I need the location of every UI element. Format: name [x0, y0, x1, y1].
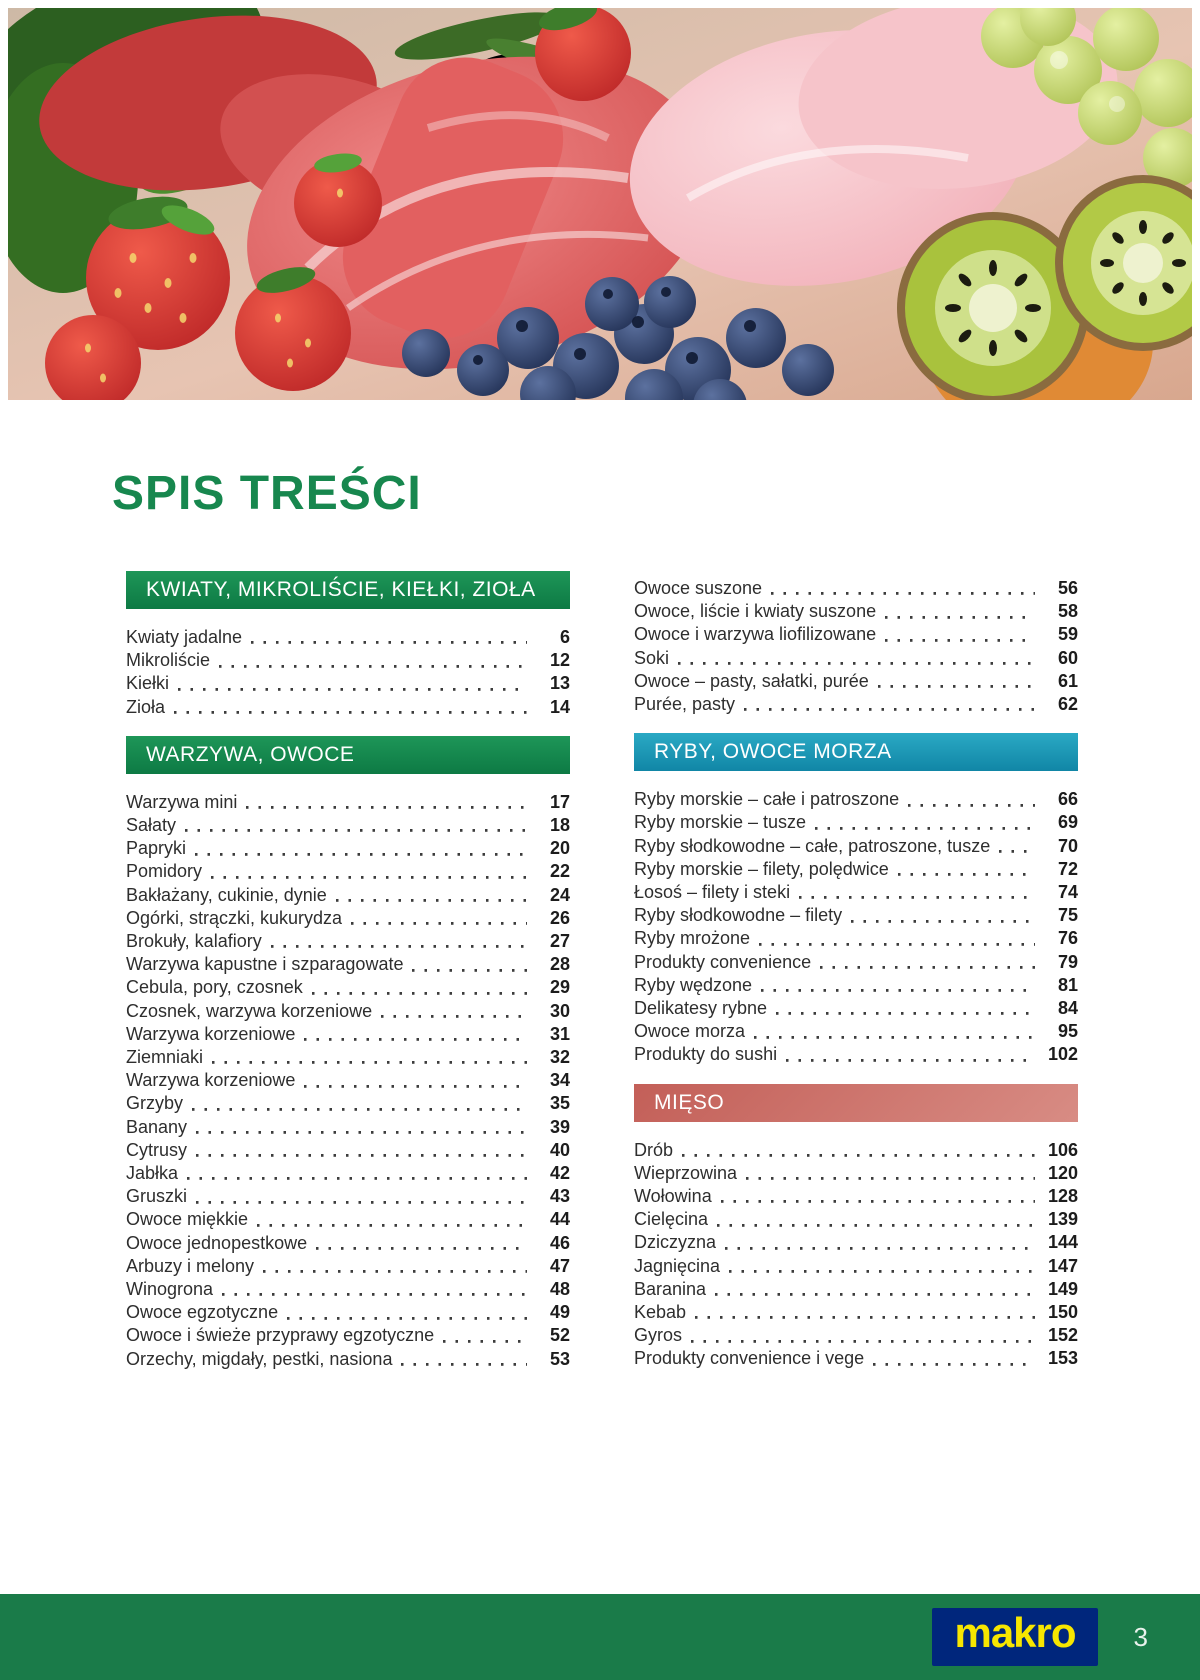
toc-entry[interactable] [126, 1116, 570, 1139]
dotted-leader [178, 672, 527, 695]
toc-entry-page: 81 [1057, 974, 1078, 995]
dotted-leader [908, 788, 1035, 811]
dotted-leader [898, 858, 1035, 881]
toc-entry-label: Banany [126, 1116, 188, 1137]
toc-entry[interactable] [126, 1162, 570, 1185]
toc-entry-label: Ryby słodkowodne – filety [634, 905, 843, 926]
toc-entry[interactable] [126, 1046, 570, 1069]
toc-entry-label: Kebab [634, 1302, 687, 1323]
toc-entry[interactable] [126, 649, 570, 672]
toc-entry[interactable] [126, 953, 570, 976]
dotted-leader [401, 1348, 527, 1371]
toc-entry-label: Cebula, pory, czosnek [126, 977, 303, 998]
toc-entry-page: 40 [549, 1139, 570, 1160]
dotted-leader [725, 1231, 1035, 1254]
toc-entry-label: Arbuzy i melony [126, 1255, 255, 1276]
toc-entry-label: Mikroliście [126, 650, 211, 671]
toc-entry-label: Ryby morskie – filety, polędwice [634, 858, 889, 879]
dotted-leader [185, 814, 527, 837]
toc-entry[interactable] [126, 814, 570, 837]
toc-entry-label: Cytrusy [126, 1139, 188, 1160]
toc-entry[interactable] [634, 835, 1078, 858]
dotted-leader [729, 1255, 1035, 1278]
toc-entry-page: 58 [1057, 601, 1078, 622]
dotted-leader [219, 649, 527, 672]
toc-entry[interactable] [126, 1069, 570, 1092]
toc-entry[interactable] [634, 1301, 1078, 1324]
toc-section [634, 733, 1078, 1066]
toc-entry-page: 48 [549, 1279, 570, 1300]
toc-entry[interactable] [634, 623, 1078, 646]
dotted-leader [715, 1278, 1035, 1301]
toc-entry-page: 84 [1057, 998, 1078, 1019]
toc-entry-page: 46 [549, 1232, 570, 1253]
dotted-leader [351, 907, 527, 930]
toc-entry-label: Owoce morza [634, 1021, 746, 1042]
toc-entry-label: Czosnek, warzywa korzeniowe [126, 1000, 373, 1021]
toc-entry[interactable] [634, 904, 1078, 927]
toc-entry-page: 17 [549, 791, 570, 812]
toc-entry-label: Bakłażany, cukinie, dynie [126, 884, 327, 905]
toc-column-right [634, 571, 1078, 1371]
toc-entry-label: Grzyby [126, 1093, 184, 1114]
toc-entry-label: Ryby wędzone [634, 974, 753, 995]
dotted-leader [746, 1162, 1035, 1185]
dotted-leader [192, 1092, 527, 1115]
toc-entry[interactable] [126, 1301, 570, 1324]
toc-entry[interactable] [634, 577, 1078, 600]
dotted-leader [271, 930, 527, 953]
toc-entry-label: Purée, pasty [634, 694, 736, 715]
toc-entry-page: 60 [1057, 647, 1078, 668]
dotted-leader [443, 1324, 527, 1347]
toc-entry[interactable] [126, 672, 570, 695]
dotted-leader [761, 974, 1035, 997]
toc-entry-label: Jabłka [126, 1163, 179, 1184]
toc-entry[interactable] [634, 670, 1078, 693]
dotted-leader [851, 904, 1035, 927]
dotted-leader [212, 1046, 527, 1069]
dotted-leader [759, 927, 1035, 950]
toc-entry-label: Owoce i świeże przyprawy egzotyczne [126, 1325, 435, 1346]
dotted-leader [695, 1301, 1035, 1324]
toc-entry[interactable] [634, 927, 1078, 950]
toc-entry[interactable] [634, 811, 1078, 834]
toc-entry-page: 102 [1047, 1044, 1078, 1065]
dotted-leader [873, 1347, 1035, 1370]
toc-entry-page: 95 [1057, 1021, 1078, 1042]
section-header: WARZYWA, OWOCE [126, 736, 570, 774]
toc-entry[interactable] [634, 1231, 1078, 1254]
toc-entry-page: 74 [1057, 882, 1078, 903]
toc-entry-label: Warzywa mini [126, 791, 238, 812]
toc-entry-page: 69 [1057, 812, 1078, 833]
toc-entry-page: 52 [549, 1325, 570, 1346]
toc-entry-label: Soki [634, 647, 670, 668]
toc-entry[interactable] [634, 858, 1078, 881]
dotted-leader [312, 976, 527, 999]
dotted-leader [246, 791, 527, 814]
dotted-leader [412, 953, 527, 976]
toc-entry[interactable] [126, 1000, 570, 1023]
toc-entry-page: 47 [549, 1255, 570, 1276]
toc-entry-page: 6 [559, 627, 570, 647]
dotted-leader [691, 1324, 1035, 1347]
toc-entry-page: 32 [549, 1047, 570, 1068]
dotted-leader [786, 1043, 1035, 1066]
toc-entry[interactable] [126, 907, 570, 930]
hero-photo-illustration [8, 8, 1192, 400]
toc-entry-label: Łosoś – filety i steki [634, 882, 791, 903]
dotted-leader [885, 623, 1035, 646]
toc-entry[interactable] [634, 1208, 1078, 1231]
toc-entry-label: Pomidory [126, 861, 203, 882]
toc-entry[interactable] [634, 1139, 1078, 1162]
toc-entry-label: Ryby morskie – całe i patroszone [634, 789, 900, 810]
toc-entry[interactable] [634, 1162, 1078, 1185]
toc-entry-label: Warzywa kapustne i szparagowate [126, 954, 404, 975]
dotted-leader [263, 1255, 527, 1278]
dotted-leader [999, 835, 1035, 858]
toc-entry[interactable] [634, 881, 1078, 904]
toc-entry[interactable] [634, 1185, 1078, 1208]
toc-entry[interactable] [126, 1139, 570, 1162]
toc-entry[interactable] [126, 1092, 570, 1115]
toc-entry[interactable] [634, 600, 1078, 623]
toc-entry-label: Gyros [634, 1325, 683, 1346]
toc-entry-label: Produkty convenience i vege [634, 1348, 865, 1369]
dotted-leader [799, 881, 1035, 904]
toc-entry-page: 62 [1057, 694, 1078, 715]
toc-entry[interactable] [634, 1043, 1078, 1066]
dotted-leader [196, 1185, 527, 1208]
toc-entry-page: 30 [549, 1000, 570, 1021]
toc-entry-page: 70 [1057, 835, 1078, 856]
toc-entry-page: 61 [1057, 670, 1078, 691]
toc-entry[interactable] [126, 976, 570, 999]
dotted-leader [304, 1023, 527, 1046]
toc-entry-page: 28 [549, 954, 570, 975]
toc-entry-label: Produkty convenience [634, 951, 812, 972]
toc-entry-label: Sałaty [126, 815, 177, 836]
toc-entry-label: Warzywa korzeniowe [126, 1023, 296, 1044]
toc-entry[interactable] [126, 1255, 570, 1278]
toc-entry-page: 53 [549, 1348, 570, 1369]
toc-section [126, 571, 570, 719]
toc-entry[interactable] [126, 837, 570, 860]
toc-entry-label: Ziemniaki [126, 1047, 204, 1068]
toc-entry[interactable] [126, 1324, 570, 1347]
toc-entry-label: Zioła [126, 696, 166, 717]
toc-entry-label: Owoce egzotyczne [126, 1302, 279, 1323]
dotted-leader [820, 951, 1035, 974]
toc-entry-page: 139 [1047, 1209, 1078, 1230]
toc-entry-page: 13 [549, 673, 570, 694]
toc-entry[interactable] [634, 1255, 1078, 1278]
toc-entry-page: 149 [1047, 1278, 1078, 1299]
dotted-leader [257, 1208, 527, 1231]
toc-entry[interactable] [634, 1278, 1078, 1301]
toc-entry[interactable] [634, 974, 1078, 997]
toc-entry-label: Owoce suszone [634, 578, 763, 598]
toc-entry-label: Cielęcina [634, 1209, 709, 1230]
toc-entry-page: 153 [1047, 1348, 1078, 1369]
dotted-leader [682, 1139, 1035, 1162]
dotted-leader [771, 577, 1035, 600]
section-header: RYBY, OWOCE MORZA [634, 733, 1078, 771]
toc-entry-page: 27 [549, 931, 570, 952]
toc-entry-label: Dziczyzna [634, 1232, 717, 1253]
toc-entry-page: 72 [1057, 858, 1078, 879]
toc-entry[interactable] [634, 951, 1078, 974]
dotted-leader [721, 1185, 1035, 1208]
toc-entry-page: 29 [549, 977, 570, 998]
toc-entry-label: Owoce i warzywa liofilizowane [634, 624, 877, 645]
toc-entry-page: 56 [1057, 578, 1078, 598]
toc-entry-page: 42 [549, 1163, 570, 1184]
toc-entry[interactable] [126, 1232, 570, 1255]
toc-entry-page: 14 [549, 696, 570, 717]
toc-entry-label: Brokuły, kalafiory [126, 931, 262, 952]
toc-entry-page: 66 [1057, 789, 1078, 810]
hero-photo [8, 8, 1192, 400]
toc-entry-page: 79 [1057, 951, 1078, 972]
dotted-leader [885, 600, 1035, 623]
toc-entry-page: 106 [1047, 1139, 1078, 1160]
toc-entry-page: 34 [549, 1070, 570, 1091]
toc-entry-list [126, 791, 570, 1371]
footer-bar [0, 1594, 1200, 1680]
toc-entry[interactable] [634, 788, 1078, 811]
dotted-leader [174, 696, 527, 719]
toc-entry[interactable] [126, 860, 570, 883]
toc-entry[interactable] [126, 1278, 570, 1301]
dotted-leader [304, 1069, 527, 1092]
toc-entry[interactable] [126, 626, 570, 649]
page-number: 3 [1133, 1621, 1148, 1652]
toc-entry-list [634, 577, 1078, 716]
dotted-leader [251, 626, 527, 649]
toc-entry-page: 39 [549, 1116, 570, 1137]
toc-entry-page: 144 [1047, 1232, 1078, 1253]
toc-entry-list [126, 626, 570, 719]
toc-entry-label: Warzywa korzeniowe [126, 1070, 296, 1091]
toc-entry[interactable] [634, 1020, 1078, 1043]
toc-entry-label: Owoce – pasty, sałatki, purée [634, 670, 869, 691]
toc-entry-label: Wołowina [634, 1186, 712, 1207]
toc-entry-label: Ryby morskie – tusze [634, 812, 807, 833]
dotted-leader [222, 1278, 527, 1301]
toc-entry-label: Ryby mrożone [634, 928, 751, 949]
dotted-leader [187, 1162, 527, 1185]
dotted-leader [744, 693, 1035, 716]
dotted-leader [754, 1020, 1035, 1043]
toc-entry[interactable] [126, 1348, 570, 1371]
toc-entry-page: 147 [1047, 1255, 1078, 1276]
toc-entry-page: 75 [1057, 905, 1078, 926]
toc-entry-label: Wieprzowina [634, 1162, 738, 1183]
toc-entry-page: 35 [549, 1093, 570, 1114]
dotted-leader [381, 1000, 527, 1023]
toc-entry-page: 12 [549, 650, 570, 671]
toc-entry[interactable] [634, 1347, 1078, 1370]
toc-section [634, 571, 1078, 716]
dotted-leader [678, 647, 1035, 670]
toc-entry-page: 120 [1047, 1162, 1078, 1183]
toc-entry-label: Owoce, liście i kwiaty suszone [634, 601, 877, 622]
toc-entry-label: Delikatesy rybne [634, 998, 768, 1019]
toc-entry-page: 76 [1057, 928, 1078, 949]
toc-entry[interactable] [126, 884, 570, 907]
toc-entry[interactable] [126, 696, 570, 719]
toc-section [126, 736, 570, 1371]
dotted-leader [776, 997, 1035, 1020]
toc-entry-page: 152 [1047, 1325, 1078, 1346]
toc-entry-page: 150 [1047, 1302, 1078, 1323]
dotted-leader [717, 1208, 1035, 1231]
toc-entry-page: 26 [549, 907, 570, 928]
toc-entry-label: Papryki [126, 838, 187, 859]
dotted-leader [336, 884, 527, 907]
toc-entry-list [634, 788, 1078, 1066]
dotted-leader [195, 837, 527, 860]
toc-entry[interactable] [634, 997, 1078, 1020]
toc-entry[interactable] [126, 930, 570, 953]
toc-entry-page: 44 [549, 1209, 570, 1230]
toc-entry-label: Kwiaty jadalne [126, 627, 243, 647]
toc-entry-page: 31 [549, 1023, 570, 1044]
dotted-leader [316, 1232, 527, 1255]
toc-entry-label: Produkty do sushi [634, 1044, 778, 1065]
dotted-leader [815, 811, 1035, 834]
toc-entry-label: Jagnięcina [634, 1255, 721, 1276]
toc-entry-label: Owoce jednopestkowe [126, 1232, 308, 1253]
toc-entry-page: 20 [549, 838, 570, 859]
page-title: SPIS TREŚCI [112, 467, 422, 520]
section-header: MIĘSO [634, 1084, 1078, 1122]
toc-column-left [126, 571, 570, 1371]
toc-entry[interactable] [126, 1208, 570, 1231]
toc-entry-label: Ryby słodkowodne – całe, patroszone, tusze [634, 835, 991, 856]
toc-entry-page: 59 [1057, 624, 1078, 645]
toc-entry-page: 18 [549, 815, 570, 836]
toc-section [634, 1084, 1078, 1371]
dotted-leader [878, 670, 1035, 693]
dotted-leader [196, 1139, 527, 1162]
toc-entry-label: Drób [634, 1139, 674, 1160]
toc-entry-list [634, 1139, 1078, 1371]
section-header: KWIATY, MIKROLIŚCIE, KIEŁKI, ZIOŁA [126, 571, 570, 609]
toc-entry[interactable] [634, 1324, 1078, 1347]
toc-entry-label: Winogrona [126, 1279, 214, 1300]
toc-entry-page: 22 [549, 861, 570, 882]
dotted-leader [196, 1116, 527, 1139]
toc-entry-page: 128 [1047, 1186, 1078, 1207]
toc-entry[interactable] [634, 693, 1078, 716]
toc-entry-label: Orzechy, migdały, pestki, nasiona [126, 1348, 393, 1369]
toc-entry-page: 49 [549, 1302, 570, 1323]
toc-entry[interactable] [126, 1023, 570, 1046]
toc-content [126, 571, 1078, 1371]
toc-entry-page: 24 [549, 884, 570, 905]
toc-entry-label: Owoce miękkie [126, 1209, 249, 1230]
toc-entry-label: Gruszki [126, 1186, 188, 1207]
toc-entry-label: Ogórki, strączki, kukurydza [126, 907, 343, 928]
toc-entry-page: 43 [549, 1186, 570, 1207]
toc-entry[interactable] [634, 647, 1078, 670]
toc-entry[interactable] [126, 791, 570, 814]
dotted-leader [287, 1301, 527, 1324]
toc-entry-label: Kiełki [126, 673, 170, 694]
toc-entry-label: Baranina [634, 1278, 707, 1299]
makro-logo: makro [932, 1608, 1097, 1666]
toc-entry[interactable] [126, 1185, 570, 1208]
dotted-leader [211, 860, 527, 883]
